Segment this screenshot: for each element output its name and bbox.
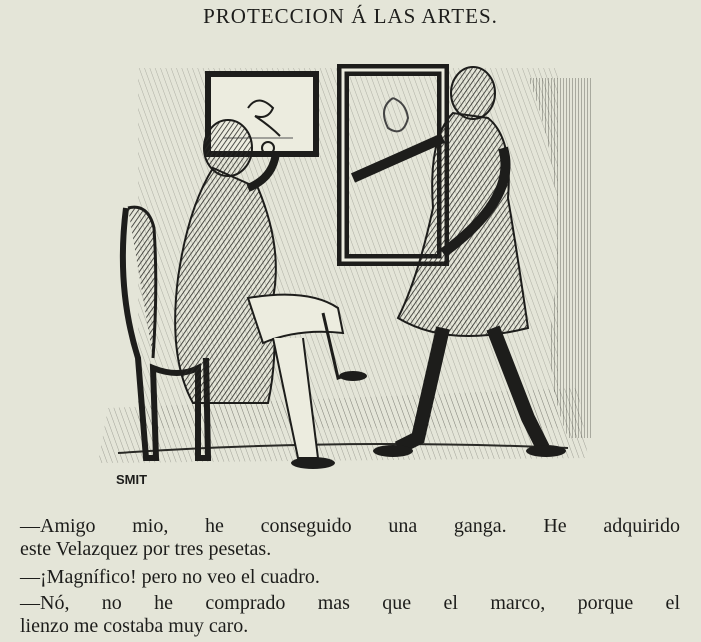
caption-line: —¡Magnífico! pero no veo el cuadro. <box>20 566 320 588</box>
caption-line: —Nó, no he comprado mas que el marco, porque el <box>20 592 680 614</box>
caption-line: —Amigo mio, he conseguido una ganga. He adquirido <box>20 515 680 537</box>
page-title: PROTECCION Á LAS ARTES. <box>203 4 498 28</box>
artist-signature: SMIT <box>116 472 148 487</box>
caption-line: este Velazquez por tres pesetas. <box>20 538 272 560</box>
engraving-illustration <box>98 58 593 498</box>
caption-line: lienzo me costaba muy caro. <box>20 615 249 637</box>
